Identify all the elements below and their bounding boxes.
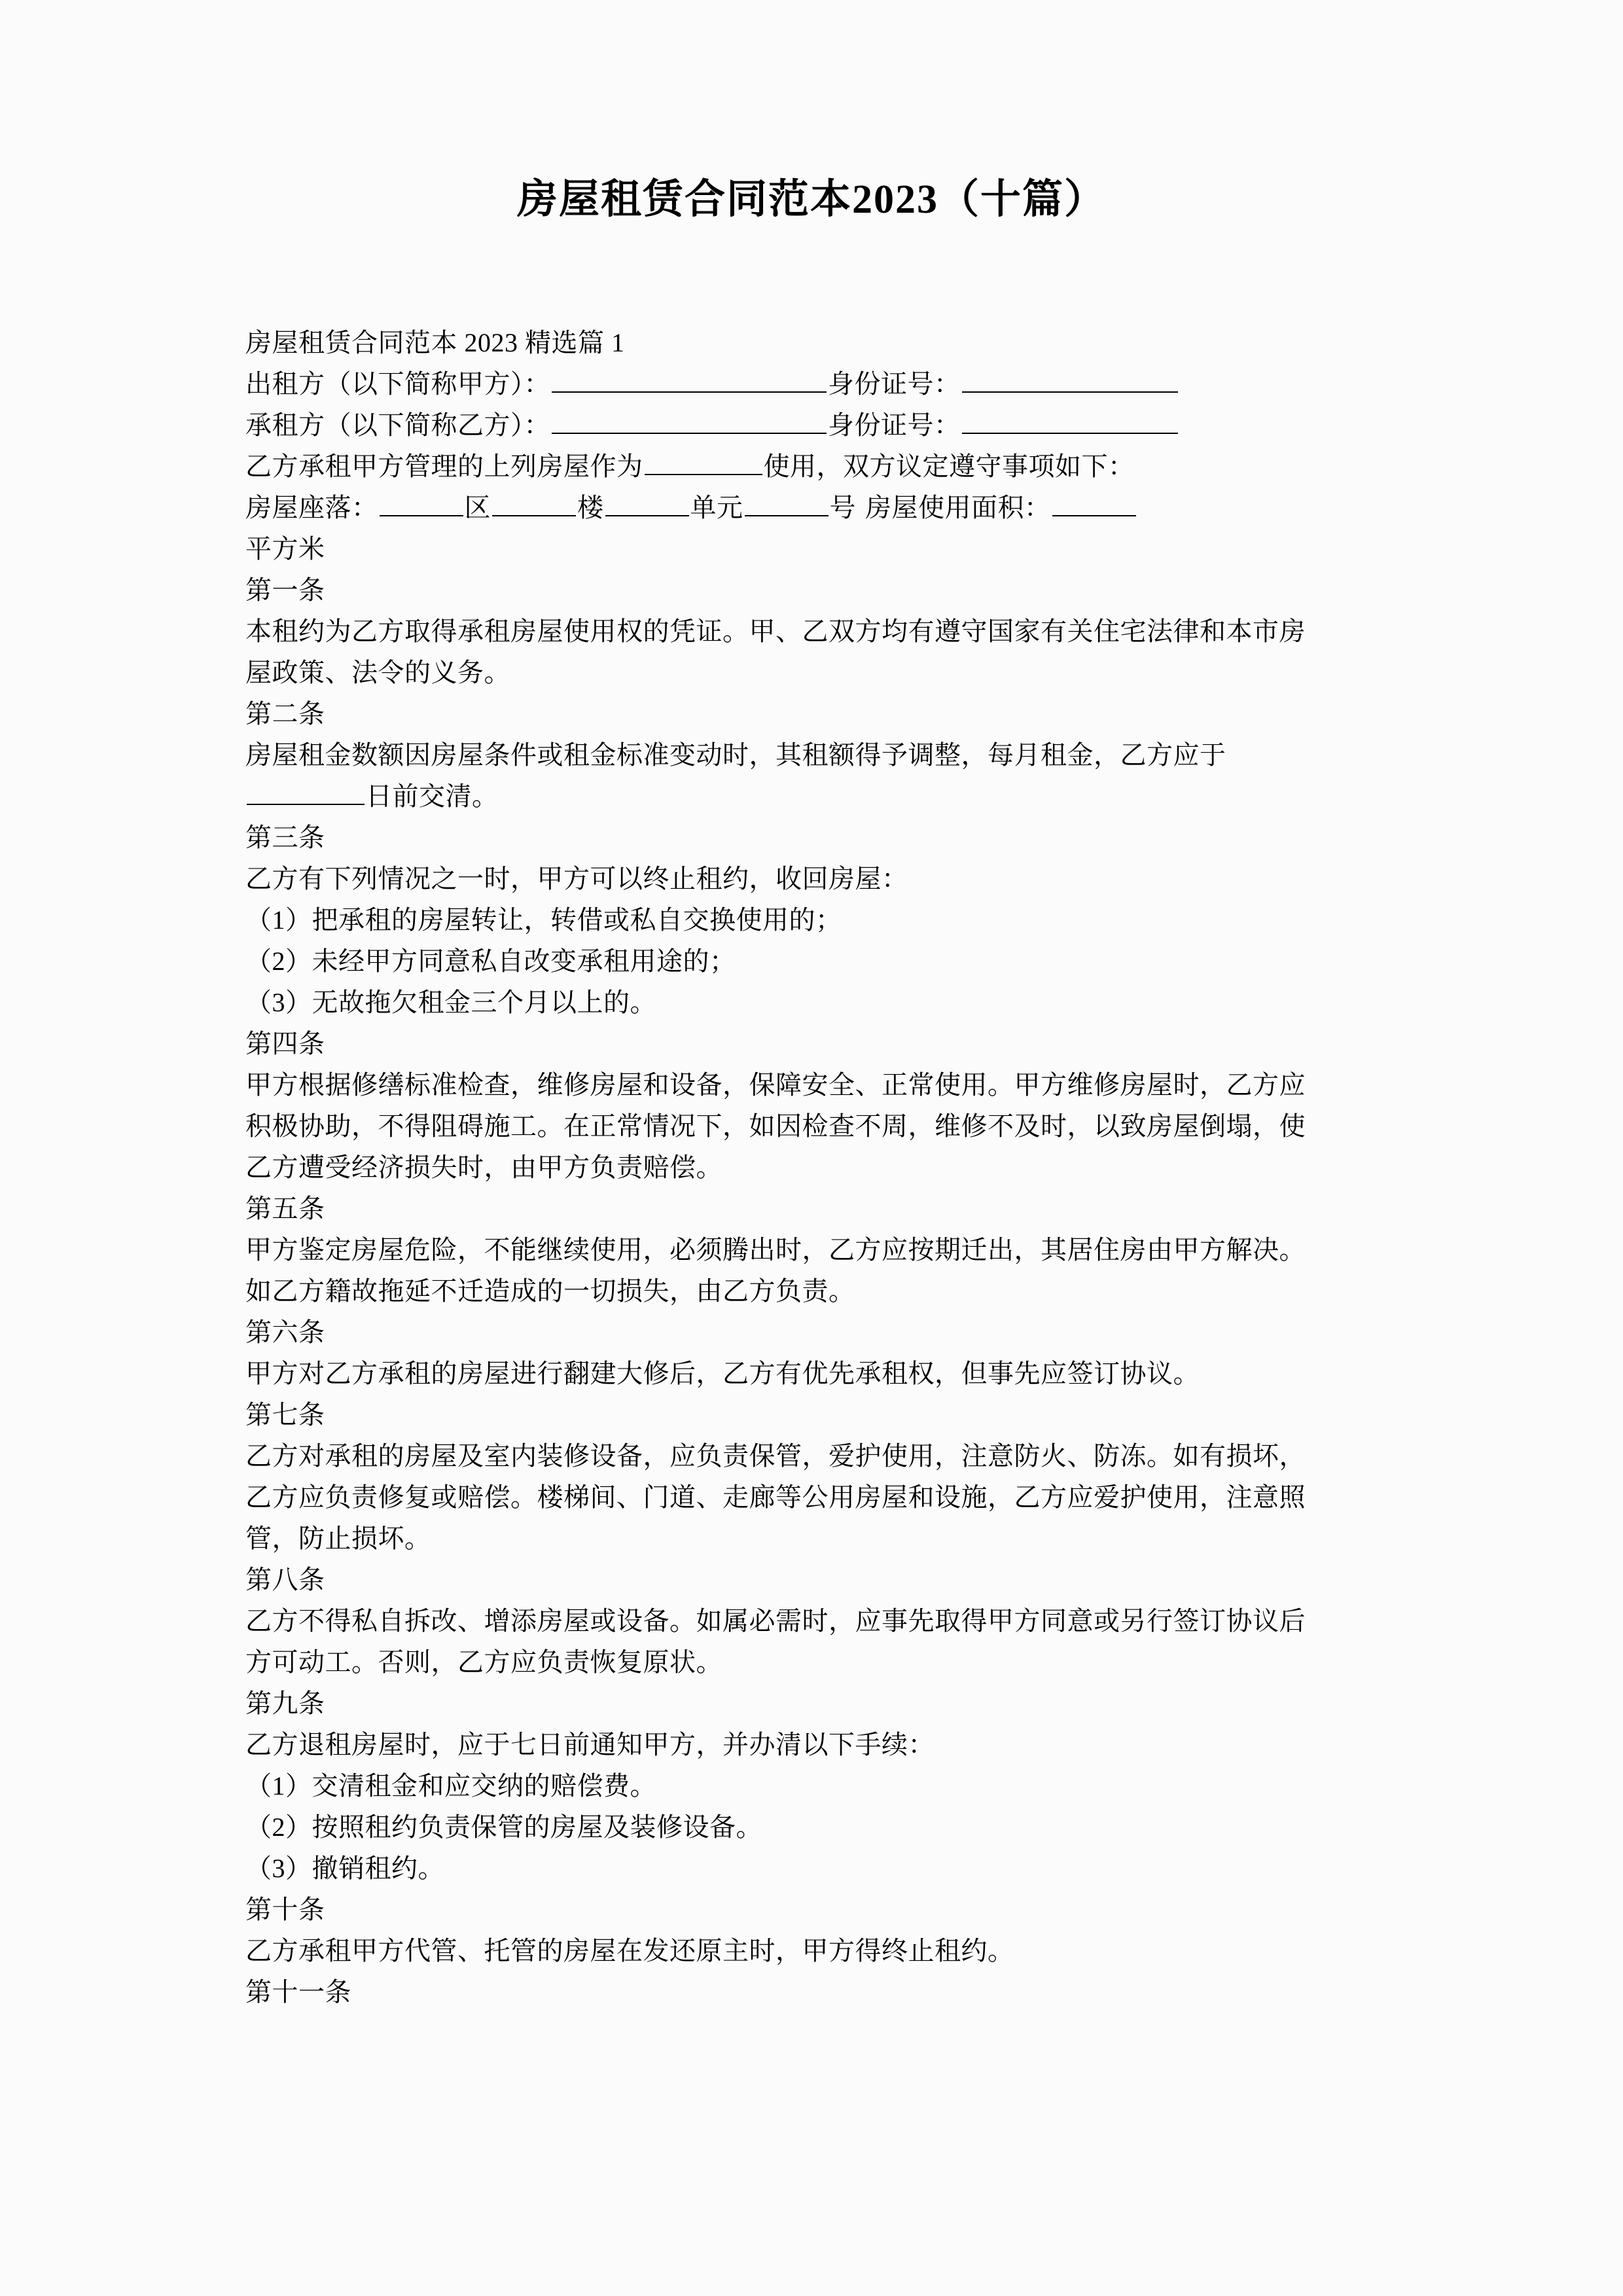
article-body-3-line-1: 乙方有下列情况之一时，甲方可以终止租约，收回房屋： — [245, 864, 908, 893]
article-9-item-2: （2）按照租约负责保管的房屋及装修设备。 — [245, 1812, 762, 1842]
lessor-name-blank[interactable] — [552, 369, 827, 393]
usage-line — [245, 446, 1387, 487]
article-body-7-line-1: 乙方对承租的房屋及室内装修设备，应负责保管，爱护使用，注意防火、防冻。如有损坏， — [245, 1441, 1306, 1471]
usage-prefix: 乙方承租甲方管理的上列房屋作为 — [245, 452, 643, 481]
article-heading-10: 第十条 — [245, 1895, 325, 1924]
usage-blank[interactable] — [645, 452, 762, 475]
article-body-4-line-2: 积极协助，不得阻碍施工。在正常情况下，如因检查不周，维修不及时，以致房屋倒塌，使 — [245, 1111, 1306, 1141]
article-body-4-line-3: 乙方遭受经济损失时，由甲方负责赔偿。 — [245, 1153, 722, 1182]
article-body-2-line-1: 房屋租金数额因房屋条件或租金标准变动时，其租额得予调整，每月租金，乙方应于 — [245, 740, 1226, 770]
article-body-7-line-2: 乙方应负责修复或赔偿。楼梯间、门道、走廊等公用房屋和设施，乙方应爱护使用，注意照 — [245, 1482, 1306, 1512]
article-body-2-line-2 — [245, 776, 1387, 817]
building-blank[interactable] — [492, 493, 576, 516]
lessor-line — [245, 363, 1387, 404]
article-9-item-1: （1）交清租金和应交纳的赔偿费。 — [245, 1771, 656, 1801]
area-label: 房屋使用面积： — [865, 493, 1051, 522]
article-heading-11: 第十一条 — [245, 1977, 351, 2007]
page-title: 房屋租赁合同范本2023（十篇） — [516, 177, 1106, 222]
article-body-5-line-2: 如乙方籍故拖延不迁造成的一切损失，由乙方负责。 — [245, 1276, 855, 1306]
article-body-9-line-1: 乙方退租房屋时，应于七日前通知甲方，并办清以下手续： — [245, 1730, 935, 1759]
article-body-6-line-1: 甲方对乙方承租的房屋进行翻建大修后，乙方有优先承租权，但事先应签订协议。 — [245, 1359, 1200, 1388]
article-body-5-line-1: 甲方鉴定房屋危险，不能继续使用，必须腾出时，乙方应按期迁出，其居住房由甲方解决。 — [245, 1235, 1306, 1265]
lessee-label: 承租方（以下简称乙方）： — [245, 410, 550, 440]
article-heading-1: 第一条 — [245, 575, 325, 605]
article-body-8-line-2: 方可动工。否则，乙方应负责恢复原状。 — [245, 1647, 722, 1677]
article-body-7-line-3: 管，防止损坏。 — [245, 1524, 431, 1553]
lessee-name-blank[interactable] — [552, 410, 827, 434]
article-heading-9: 第九条 — [245, 1689, 325, 1718]
article-heading-2: 第二条 — [245, 699, 325, 728]
lessor-label: 出租方（以下简称甲方）： — [245, 369, 550, 399]
article-heading-3: 第三条 — [245, 823, 325, 852]
lessor-id-blank[interactable] — [962, 369, 1178, 393]
usage-suffix: 使用，双方议定遵守事项如下： — [763, 452, 1135, 481]
payment-date-blank[interactable] — [247, 781, 365, 805]
location-label: 房屋座落： — [245, 493, 378, 522]
lessee-id-blank[interactable] — [962, 410, 1178, 434]
district-unit: 区 — [464, 493, 491, 522]
location-line — [245, 487, 1387, 528]
unit-blank[interactable] — [605, 493, 689, 516]
article-body-1-line-2: 屋政策、法令的义务。 — [245, 658, 510, 687]
article-body-10-line-1: 乙方承租甲方代管、托管的房屋在发还原主时，甲方得终止租约。 — [245, 1936, 1014, 1965]
article-body-8-line-1: 乙方不得私自拆改、增添房屋或设备。如属必需时，应事先取得甲方同意或另行签订协议后 — [245, 1606, 1306, 1636]
article-body-4-line-1: 甲方根据修缮标准检查，维修房屋和设备，保障安全、正常使用。甲方维修房屋时，乙方应 — [245, 1070, 1306, 1100]
document-subtitle: 房屋租赁合同范本 2023 精选篇 1 — [245, 328, 625, 357]
article-heading-6: 第六条 — [245, 1318, 325, 1347]
lessee-id-label: 身份证号： — [828, 410, 961, 440]
article-heading-4: 第四条 — [245, 1029, 325, 1058]
number-unit: 号 — [829, 493, 856, 522]
document-body — [245, 322, 1387, 2013]
payment-date-suffix: 日前交清。 — [366, 781, 499, 811]
lessee-line — [245, 404, 1387, 446]
article-heading-5: 第五条 — [245, 1194, 325, 1223]
article-3-item-3: （3）无故拖欠租金三个月以上的。 — [245, 988, 656, 1017]
article-3-item-2: （2）未经甲方同意私自改变承租用途的； — [245, 946, 736, 976]
lessor-id-label: 身份证号： — [828, 369, 961, 399]
article-body-1-line-1: 本租约为乙方取得承租房屋使用权的凭证。甲、乙双方均有遵守国家有关住宅法律和本市房 — [245, 617, 1306, 646]
district-blank[interactable] — [380, 493, 463, 516]
unit-unit: 单元 — [690, 493, 743, 522]
number-blank[interactable] — [745, 493, 829, 516]
area-unit-line: 平方米 — [245, 534, 325, 564]
building-unit: 楼 — [577, 493, 604, 522]
article-3-item-1: （1）把承租的房屋转让，转借或私自交换使用的； — [245, 905, 842, 935]
area-blank[interactable] — [1052, 493, 1136, 516]
article-9-item-3: （3）撤销租约。 — [245, 1854, 444, 1883]
article-heading-8: 第八条 — [245, 1565, 325, 1594]
article-heading-7: 第七条 — [245, 1400, 325, 1429]
